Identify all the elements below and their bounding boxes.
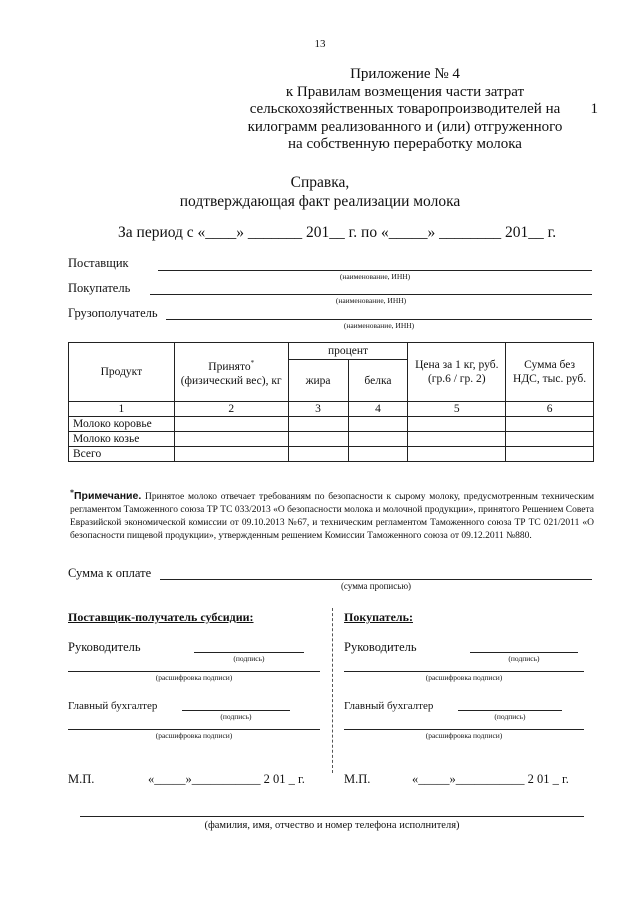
table-cell[interactable] xyxy=(288,417,348,432)
header-product: Продукт xyxy=(69,343,175,402)
table-cell[interactable] xyxy=(288,432,348,447)
left-head-label: Руководитель xyxy=(68,640,141,654)
right-acc-sign-caption: (подпись) xyxy=(494,712,526,721)
table-cell[interactable] xyxy=(288,447,348,462)
right-accountant-label: Главный бухгалтер xyxy=(344,700,434,712)
appendix-line-2: к Правилам возмещения части затрат xyxy=(285,83,525,100)
row-product: Молоко козье xyxy=(69,432,175,447)
table-cell[interactable] xyxy=(506,447,594,462)
buyer-label: Покупатель xyxy=(68,281,131,295)
table-cell[interactable] xyxy=(174,417,288,432)
table-row xyxy=(69,417,594,432)
table-cell[interactable] xyxy=(408,417,506,432)
left-head-decode-caption: (расшифровка подписи) xyxy=(155,673,233,682)
table-cell[interactable] xyxy=(408,432,506,447)
consignee-label: Грузополучатель xyxy=(68,306,158,320)
consignee-caption: (наименование, ИНН) xyxy=(343,321,415,330)
consignee-field-line[interactable] xyxy=(166,319,592,320)
header-accepted xyxy=(174,343,288,402)
buyer-signature-heading: Покупатель: xyxy=(344,610,413,624)
appendix-line-4: килограмм реализованного и (или) отгруженного xyxy=(247,118,563,135)
period-line: За период с «____» _______ 201__ г. по «_____» ________ 201__ г. xyxy=(118,224,557,241)
col-number: 5 xyxy=(408,402,506,417)
appendix-line-3-number: 1 xyxy=(590,101,598,117)
table-cell[interactable] xyxy=(506,432,594,447)
header-accepted-label: Принято xyxy=(208,360,251,373)
note-text: Принятое молоко отвечает требованиям по безопасности к сырому молоку, предусмотренным техническим регламентом Таможенного союза ТР ТС 033/2013 «О безопасности молока и молочной продукции», принятого Решением Совета Евразийской экономической комиссии от 09.10.2013 №67, и техническим регламентом Таможенного союза ТР ТС 021/2011 «О безопасности пищевой продукции», утвержденным решением Комиссии Таможенного союза от 09.12.2011 №880. xyxy=(70,492,594,542)
table-column-numbers xyxy=(69,402,594,417)
header-fat: жира xyxy=(288,360,348,402)
appendix-header xyxy=(220,66,598,154)
col-number: 2 xyxy=(174,402,288,417)
note-label: Примечание. xyxy=(74,490,142,503)
header-protein: белка xyxy=(348,360,408,402)
buyer-caption: (наименование, ИНН) xyxy=(335,296,407,305)
table-cell[interactable] xyxy=(506,417,594,432)
right-date: «_____»___________ 2 01 _ г. xyxy=(412,772,569,786)
supplier-field-line[interactable] xyxy=(158,270,592,271)
table-cell[interactable] xyxy=(174,432,288,447)
header-accepted-sub: (физический вес), кг xyxy=(180,374,282,387)
appendix-line-3-text: сельскохозяйственных товаропроизводителей на xyxy=(249,101,561,117)
table-header-row-1 xyxy=(69,343,594,360)
col-number: 1 xyxy=(69,402,175,417)
col-number: 3 xyxy=(288,402,348,417)
right-acc-decode-caption: (расшифровка подписи) xyxy=(425,731,503,740)
right-head-sign-line[interactable] xyxy=(470,652,578,653)
table-cell[interactable] xyxy=(348,432,408,447)
title-line-1: Справка, xyxy=(290,174,350,191)
left-accountant-label: Главный бухгалтер xyxy=(68,700,158,712)
milk-sales-table xyxy=(68,342,594,462)
executor-field-line[interactable] xyxy=(80,816,584,817)
header-accepted-mark: * xyxy=(250,359,255,368)
right-head-sign-caption: (подпись) xyxy=(508,654,540,663)
note-mark: * xyxy=(70,488,74,497)
table-row xyxy=(69,447,594,462)
left-head-sign-caption: (подпись) xyxy=(233,654,265,663)
payment-label: Сумма к оплате xyxy=(68,566,152,580)
appendix-line-5: на собственную переработку молока xyxy=(288,136,522,152)
buyer-field-line[interactable] xyxy=(150,294,592,295)
col-number: 6 xyxy=(506,402,594,417)
note-block xyxy=(70,486,594,543)
supplier-caption: (наименование, ИНН) xyxy=(339,272,411,281)
right-acc-sign-line[interactable] xyxy=(458,710,562,711)
table-cell[interactable] xyxy=(174,447,288,462)
left-acc-sign-line[interactable] xyxy=(182,710,290,711)
right-acc-decode-line[interactable] xyxy=(344,729,584,730)
signature-divider xyxy=(332,608,333,773)
page-number: 13 xyxy=(314,38,326,50)
left-head-decode-line[interactable] xyxy=(68,671,320,672)
left-stamp: М.П. xyxy=(68,772,95,786)
table-cell[interactable] xyxy=(348,447,408,462)
row-product: Всего xyxy=(69,447,175,462)
left-acc-sign-caption: (подпись) xyxy=(220,712,252,721)
executor-caption: (фамилия, имя, отчество и номер телефона исполнителя) xyxy=(204,820,460,831)
left-head-sign-line[interactable] xyxy=(194,652,304,653)
header-price: Цена за 1 кг, руб. (гр.6 / гр. 2) xyxy=(408,343,506,402)
left-acc-decode-caption: (расшифровка подписи) xyxy=(155,731,233,740)
payment-caption: (сумма прописью) xyxy=(340,581,412,591)
right-head-label: Руководитель xyxy=(344,640,417,654)
right-head-decode-line[interactable] xyxy=(344,671,584,672)
left-date: «_____»___________ 2 01 _ г. xyxy=(148,772,305,786)
title-line-2: подтверждающая факт реализации молока xyxy=(179,193,461,210)
table-cell[interactable] xyxy=(348,417,408,432)
supplier-label: Поставщик xyxy=(68,256,129,270)
header-percent: процент xyxy=(288,343,408,360)
document-title xyxy=(0,173,640,211)
right-stamp: М.П. xyxy=(344,772,371,786)
supplier-signature-heading: Поставщик-получатель субсидии: xyxy=(68,610,254,624)
table-cell[interactable] xyxy=(408,447,506,462)
header-sum: Сумма без НДС, тыс. руб. xyxy=(506,343,594,402)
payment-field-line[interactable] xyxy=(160,579,592,580)
appendix-line-1: Приложение № 4 xyxy=(350,66,460,82)
left-acc-decode-line[interactable] xyxy=(68,729,320,730)
appendix-line-3 xyxy=(220,101,598,119)
right-head-decode-caption: (расшифровка подписи) xyxy=(425,673,503,682)
table-row xyxy=(69,432,594,447)
col-number: 4 xyxy=(348,402,408,417)
row-product: Молоко коровье xyxy=(69,417,175,432)
